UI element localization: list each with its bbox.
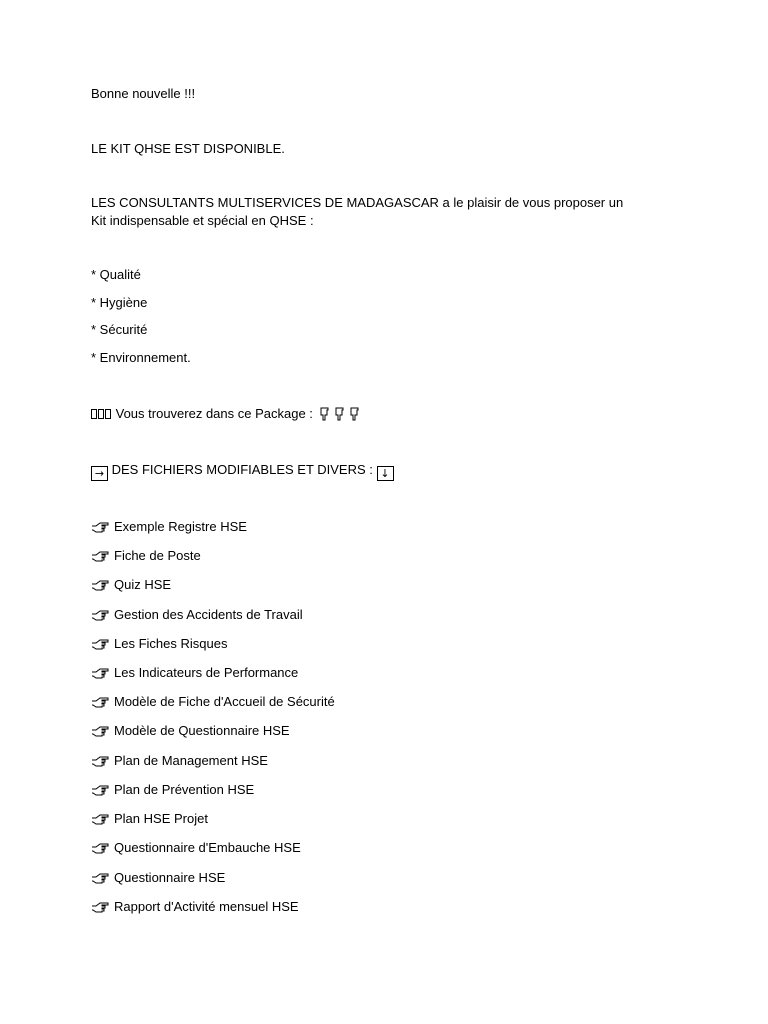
missing-glyph-box-icon	[91, 409, 97, 419]
list-item-label: Plan de Management HSE	[114, 753, 268, 768]
list-item	[91, 576, 171, 594]
hand-pointing-right-icon	[91, 812, 109, 826]
list-item	[91, 664, 298, 682]
qhse-item-hygiene: * Hygiène	[91, 295, 148, 310]
hand-pointing-down-icon	[348, 407, 362, 421]
list-item-label: Exemple Registre HSE	[114, 519, 247, 534]
intro-paragraph: LES CONSULTANTS MULTISERVICES DE MADAGASCAR a le plaisir de vous proposer un Kit indispensable et spécial en QHSE :	[91, 195, 624, 228]
list-item-label: Quiz HSE	[114, 577, 172, 592]
qhse-item-environnement: * Environnement.	[91, 350, 191, 365]
hand-pointing-right-icon	[91, 637, 109, 651]
arrow-right-box-icon: →	[91, 466, 108, 481]
hand-pointing-right-icon	[91, 608, 109, 622]
package-line	[91, 405, 362, 423]
greeting: Bonne nouvelle !!!	[91, 86, 196, 101]
hand-pointing-right-icon	[91, 666, 109, 680]
announcement: LE KIT QHSE EST DISPONIBLE.	[91, 141, 285, 156]
qhse-item-securite: * Sécurité	[91, 322, 148, 337]
list-item-label: Modèle de Fiche d'Accueil de Sécurité	[114, 694, 335, 709]
qhse-item-qualite: * Qualité	[91, 267, 141, 282]
list-item	[91, 781, 254, 799]
list-item-label: Fiche de Poste	[114, 548, 201, 563]
arrow-down-box-icon: ↓	[377, 466, 394, 481]
list-item	[91, 693, 335, 711]
list-item	[91, 898, 299, 916]
list-item	[91, 752, 268, 770]
hand-pointing-down-icon	[333, 407, 347, 421]
hand-pointing-right-icon	[91, 754, 109, 768]
hand-pointing-right-icon	[91, 871, 109, 885]
list-item-label: Les Fiches Risques	[114, 636, 228, 651]
hand-pointing-right-icon	[91, 578, 109, 592]
missing-glyph-box-icon	[105, 409, 111, 419]
list-item	[91, 606, 303, 624]
hand-pointing-down-icon	[318, 407, 332, 421]
list-item-label: Gestion des Accidents de Travail	[114, 607, 303, 622]
list-item	[91, 547, 201, 565]
list-item-label: Modèle de Questionnaire HSE	[114, 723, 290, 738]
list-item	[91, 635, 227, 653]
list-item	[91, 869, 225, 887]
files-heading-text: DES FICHIERS MODIFIABLES ET DIVERS :	[111, 462, 373, 477]
files-heading	[91, 461, 394, 481]
list-item	[91, 839, 301, 857]
hand-pointing-right-icon	[91, 724, 109, 738]
hand-pointing-right-icon	[91, 549, 109, 563]
hand-pointing-right-icon	[91, 900, 109, 914]
missing-glyph-box-icon	[98, 409, 104, 419]
list-item-label: Les Indicateurs de Performance	[114, 665, 299, 680]
hand-pointing-right-icon	[91, 783, 109, 797]
hand-pointing-right-icon	[91, 520, 109, 534]
hand-pointing-right-icon	[91, 695, 109, 709]
list-item-label: Plan HSE Projet	[114, 811, 208, 826]
list-item-label: Questionnaire HSE	[114, 870, 226, 885]
package-line-text: Vous trouverez dans ce Package :	[115, 406, 313, 421]
list-item-label: Rapport d'Activité mensuel HSE	[114, 899, 299, 914]
list-item	[91, 518, 247, 536]
list-item	[91, 810, 208, 828]
list-item	[91, 722, 290, 740]
hand-pointing-right-icon	[91, 841, 109, 855]
list-item-label: Plan de Prévention HSE	[114, 782, 255, 797]
list-item-label: Questionnaire d'Embauche HSE	[114, 840, 301, 855]
